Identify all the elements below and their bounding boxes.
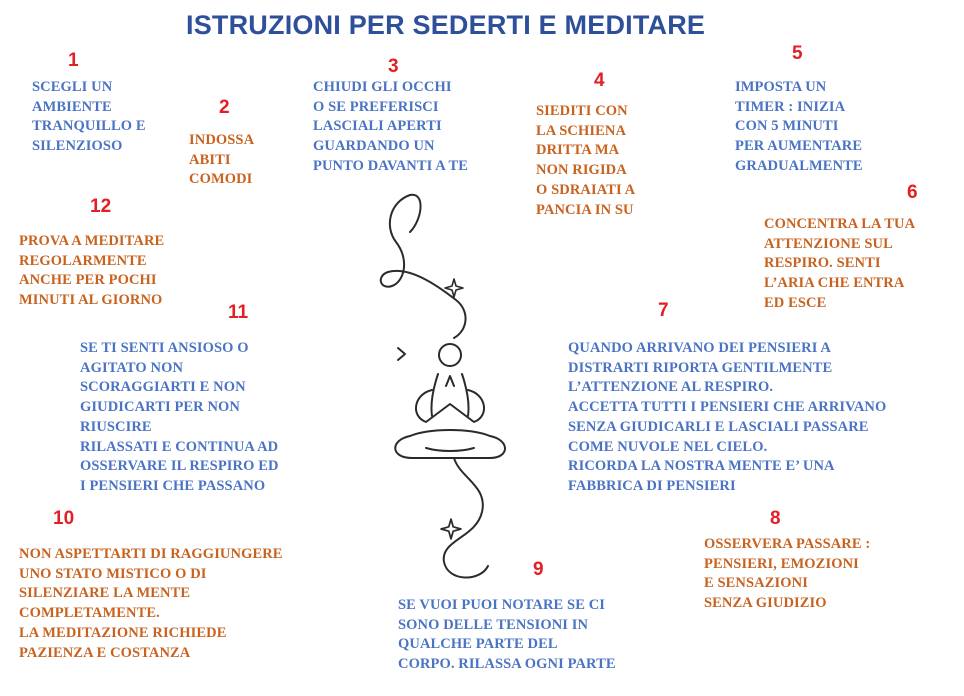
step-7-text: QUANDO ARRIVANO DEI PENSIERI A DISTRARTI RIPORTA GENTILMENTE L’ATTENZIONE AL RESPIRO. ACCETTA TUTTI I PENSIERI CHE ARRIVANO SENZA GIUDICARLI E LASCIALI PASSARE COME NUVOLE NEL CIELO. RICORDA LA NOSTRA MENTE E’ UNA FABBRICA DI PENSIERI [568,340,887,494]
step-4-text: SIEDITI CON LA SCHIENA DRITTA MA NON RIGIDA O SDRAIATI A PANCIA IN SU [536,103,636,218]
step-1-number: 1 [68,50,79,71]
step-11-number: 11 [228,302,249,323]
step-5-text: IMPOSTA UN TIMER : INIZIA CON 5 MINUTI PER AUMENTARE GRADUALMENTE [735,79,863,174]
step-2-text: INDOSSA ABITI COMODI [189,132,255,188]
step-8-text: OSSERVERA PASSARE : PENSIERI, EMOZIONI E SENSAZIONI SENZA GIUDIZIO [704,536,871,612]
step-2-number: 2 [219,97,230,118]
step-7-number: 7 [658,300,669,321]
step-1-text: SCEGLI UN AMBIENTE TRANQUILLO E SILENZIOSO [32,79,146,155]
page-title: ISTRUZIONI PER SEDERTI E MEDITARE [186,10,706,40]
step-9-text: SE VUOI PUOI NOTARE SE CI SONO DELLE TENSIONI IN QUALCHE PARTE DEL CORPO. RILASSA OGNI PARTE [398,597,616,673]
step-11-text: SE TI SENTI ANSIOSO O AGITATO NON SCORAGGIARTI E NON GIUDICARTI PER NON RIUSCIRE RILASSATI E CONTINUA AD OSSERVARE IL RESPIRO ED I PENSIERI CHE PASSANO [80,340,279,494]
step-3-number: 3 [388,56,399,77]
sparkle-icon [444,278,464,298]
step-12-text: PROVA A MEDITARE REGOLARMENTE ANCHE PER POCHI MINUTI AL GIORNO [19,233,165,309]
step-5-number: 5 [792,43,803,64]
sparkle-icon [440,518,462,540]
step-9-number: 9 [533,559,544,580]
step-8-number: 8 [770,508,781,529]
step-12-number: 12 [90,196,112,217]
step-4-number: 4 [594,70,605,91]
step-10-text: NON ASPETTARTI DI RAGGIUNGERE UNO STATO MISTICO O DI SILENZIARE LA MENTE COMPLETAMENTE. LA MEDITAZIONE RICHIEDE PAZIENZA E COSTANZA [19,546,283,661]
step-6-number: 6 [907,182,918,203]
step-6-text: CONCENTRA LA TUA ATTENZIONE SUL RESPIRO. SENTI L’ARIA CHE ENTRA ED ESCE [764,216,916,311]
step-3-text: CHIUDI GLI OCCHI O SE PREFERISCI LASCIALI APERTI GUARDANDO UN PUNTO DAVANTI A TE [313,79,469,174]
step-10-number: 10 [53,508,75,529]
